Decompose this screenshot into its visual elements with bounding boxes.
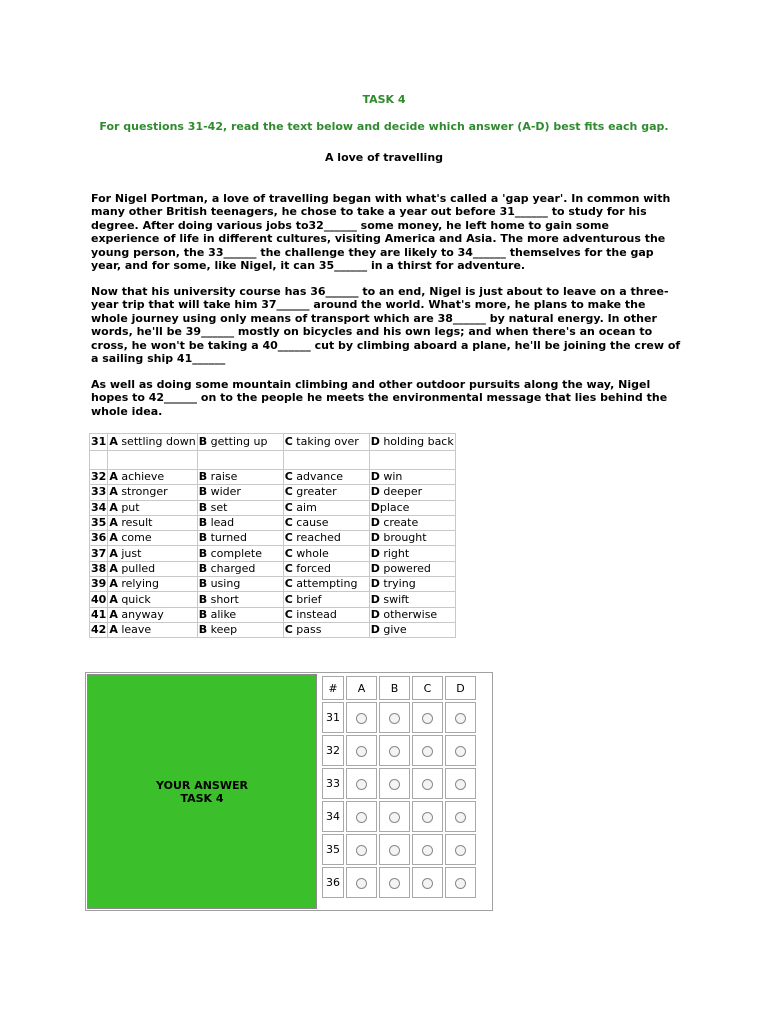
- option-b: [197, 500, 283, 515]
- option-letter: A: [109, 577, 118, 591]
- option-letter: D: [370, 607, 380, 621]
- option-text: taking over: [292, 435, 359, 448]
- task-heading: TASK 4: [362, 93, 406, 106]
- answer-row: [322, 702, 476, 733]
- option-letter: B: [198, 561, 208, 575]
- option-letter: B: [198, 623, 208, 637]
- option-d: [369, 515, 455, 530]
- option-text: place: [379, 500, 410, 514]
- option-text: pulled: [117, 561, 156, 575]
- option-letter: D: [370, 531, 380, 545]
- task-instructions: For questions 31-42, read the text below and decide which answer (A-D) best fits each gap.: [99, 120, 669, 133]
- option-text: keep: [207, 623, 238, 637]
- option-letter: A: [109, 485, 118, 499]
- option-text: stronger: [117, 485, 168, 499]
- option-b: [197, 561, 283, 576]
- option-text: deeper: [379, 485, 423, 499]
- option-a: [108, 531, 197, 546]
- option-a: [108, 485, 197, 500]
- option-text: holding back: [379, 435, 454, 448]
- option-row: [90, 546, 456, 561]
- option-d: [369, 470, 455, 485]
- option-a: [108, 546, 197, 561]
- option-text: aim: [292, 500, 317, 514]
- option-row: [90, 515, 456, 530]
- radio-b[interactable]: [389, 878, 400, 889]
- option-text: relying: [117, 577, 159, 591]
- option-text: advance: [292, 470, 344, 484]
- answer-question-number: 33: [322, 768, 344, 799]
- story-title: A love of travelling: [324, 151, 444, 164]
- answer-cell-d: [445, 801, 476, 832]
- option-letter: A: [109, 531, 118, 545]
- option-question-number: 35: [91, 516, 107, 530]
- option-c: [283, 531, 369, 546]
- option-letter: A: [109, 546, 118, 560]
- option-row: [90, 434, 456, 451]
- option-text: anyway: [117, 607, 164, 621]
- option-d: [369, 577, 455, 592]
- option-letter: A: [109, 607, 118, 621]
- radio-a[interactable]: [356, 746, 367, 757]
- option-text: turned: [207, 531, 247, 545]
- option-letter: B: [198, 500, 208, 514]
- option-text: swift: [379, 592, 410, 606]
- answer-cell-b: [379, 768, 410, 799]
- answer-row: [322, 834, 476, 865]
- radio-a[interactable]: [356, 713, 367, 724]
- option-letter: C: [284, 470, 293, 484]
- answer-cell-b: [379, 801, 410, 832]
- option-text: lead: [207, 516, 235, 530]
- option-letter: D: [370, 546, 380, 560]
- answer-cell-c: [412, 801, 443, 832]
- option-a: [108, 515, 197, 530]
- option-question-number: 34: [91, 500, 107, 514]
- option-c: [283, 470, 369, 485]
- radio-b[interactable]: [389, 746, 400, 757]
- option-text: attempting: [292, 577, 358, 591]
- answer-cell-a: [346, 768, 377, 799]
- option-text: leave: [117, 623, 152, 637]
- answer-cell-d: [445, 735, 476, 766]
- option-text: short: [207, 592, 239, 606]
- option-text: greater: [292, 485, 337, 499]
- option-text: raise: [207, 470, 238, 484]
- option-a: [108, 607, 197, 622]
- option-question-number: 33: [91, 485, 107, 499]
- option-c: [283, 500, 369, 515]
- option-letter: B: [198, 435, 208, 448]
- option-row: [90, 500, 456, 515]
- option-letter: C: [284, 592, 293, 606]
- option-letter: B: [198, 592, 208, 606]
- option-question-number: 38: [91, 561, 107, 575]
- option-text: result: [117, 516, 153, 530]
- answer-grid-header-a: A: [346, 676, 377, 700]
- radio-a[interactable]: [356, 845, 367, 856]
- answer-row: [322, 867, 476, 898]
- passage-paragraph-1: For Nigel Portman, a love of travelling began with what's called a 'gap year'. In common with many other British teenagers, he chose to take a year out before 31______ to study for his degree. After doing various jobs to32______ some money, he left home to gain some experience of life in different cultures, visiting America and Asia. The more adventurous the young person, the 33______ the challenge they are likely to 34______ themselves for the gap year, and for some, like Nigel, it can 35______ in a thirst for adventure.: [91, 192, 671, 273]
- option-text: brief: [292, 592, 322, 606]
- option-c: [283, 485, 369, 500]
- option-letter: A: [109, 623, 118, 637]
- option-letter: B: [198, 531, 208, 545]
- answer-cell-c: [412, 867, 443, 898]
- radio-a[interactable]: [356, 878, 367, 889]
- option-letter: A: [109, 470, 118, 484]
- option-letter: D: [370, 577, 380, 591]
- option-letter: A: [109, 500, 118, 514]
- option-b: [197, 546, 283, 561]
- option-text: pass: [292, 623, 322, 637]
- radio-c[interactable]: [422, 845, 433, 856]
- option-question-number: 36: [91, 531, 107, 545]
- answer-cell-a: [346, 867, 377, 898]
- option-letter: D: [370, 623, 380, 637]
- answer-question-number: 31: [322, 702, 344, 733]
- option-question-number: 41: [91, 607, 107, 621]
- radio-b[interactable]: [389, 713, 400, 724]
- option-row: [90, 577, 456, 592]
- option-a: [108, 577, 197, 592]
- option-letter: B: [198, 470, 208, 484]
- option-letter: B: [198, 516, 208, 530]
- option-text: charged: [207, 561, 256, 575]
- option-text: give: [379, 623, 407, 637]
- option-letter: D: [370, 500, 380, 514]
- option-text: getting up: [207, 435, 268, 448]
- option-letter: A: [109, 435, 118, 448]
- radio-d[interactable]: [455, 812, 466, 823]
- answer-grid: [320, 674, 478, 900]
- option-text: just: [117, 546, 142, 560]
- option-b: [197, 434, 283, 451]
- option-text: trying: [379, 577, 416, 591]
- radio-b[interactable]: [389, 812, 400, 823]
- option-letter: B: [198, 546, 208, 560]
- option-letter: C: [284, 561, 293, 575]
- answer-cell-a: [346, 702, 377, 733]
- answer-panel-label: YOUR ANSWER: [156, 778, 248, 792]
- option-text: cause: [292, 516, 329, 530]
- radio-c[interactable]: [422, 746, 433, 757]
- option-a: [108, 470, 197, 485]
- option-b: [197, 577, 283, 592]
- option-letter: D: [370, 485, 380, 499]
- option-text: quick: [117, 592, 151, 606]
- option-letter: D: [370, 435, 380, 448]
- option-c: [283, 515, 369, 530]
- option-text: powered: [379, 561, 431, 575]
- answer-grid-header-c: C: [412, 676, 443, 700]
- option-text: wider: [207, 485, 241, 499]
- option-c: [283, 434, 369, 451]
- passage-paragraph-2: Now that his university course has 36______ to an end, Nigel is just about to leave on a three-year trip that will take him 37______ around the world. What's more, he plans to make the whole journey using only means of transport which are 38______ by natural energy. In other words, he'll be 39______ mostly on bicycles and his own legs; and when there's an ocean to cross, he won't be taking a 40______ cut by climbing aboard a plane, he'll be joining the crew of a sailing ship 41______: [91, 285, 681, 366]
- answer-cell-d: [445, 702, 476, 733]
- option-a: [108, 500, 197, 515]
- radio-c[interactable]: [422, 779, 433, 790]
- option-b: [197, 607, 283, 622]
- radio-b[interactable]: [389, 845, 400, 856]
- option-letter: C: [284, 516, 293, 530]
- option-letter: C: [284, 485, 293, 499]
- option-text: settling down: [117, 435, 196, 448]
- option-text: set: [207, 500, 228, 514]
- answer-sheet: [85, 672, 493, 911]
- option-a: [108, 622, 197, 637]
- option-letter: D: [370, 470, 380, 484]
- option-question-number: 32: [91, 470, 107, 484]
- option-letter: C: [284, 500, 293, 514]
- option-c: [283, 577, 369, 592]
- option-text: otherwise: [379, 607, 438, 621]
- option-d: [369, 622, 455, 637]
- option-d: [369, 546, 455, 561]
- answer-cell-c: [412, 834, 443, 865]
- answer-panel-task: TASK 4: [180, 791, 224, 805]
- option-b: [197, 470, 283, 485]
- answer-cell-a: [346, 735, 377, 766]
- option-letter: D: [370, 592, 380, 606]
- answer-cell-d: [445, 834, 476, 865]
- radio-d[interactable]: [455, 878, 466, 889]
- empty-cell: [108, 451, 197, 470]
- option-letter: C: [284, 607, 293, 621]
- option-text: create: [379, 516, 419, 530]
- option-letter: C: [284, 546, 293, 560]
- option-row: [90, 622, 456, 637]
- option-b: [197, 622, 283, 637]
- option-c: [283, 607, 369, 622]
- answer-cell-b: [379, 735, 410, 766]
- option-letter: A: [109, 592, 118, 606]
- option-letter: D: [370, 561, 380, 575]
- answer-cell-b: [379, 702, 410, 733]
- radio-a[interactable]: [356, 812, 367, 823]
- option-row: [90, 592, 456, 607]
- option-a: [108, 592, 197, 607]
- answer-cell-a: [346, 834, 377, 865]
- empty-cell: [283, 451, 369, 470]
- option-letter: B: [198, 577, 208, 591]
- option-letter: A: [109, 516, 118, 530]
- option-c: [283, 592, 369, 607]
- option-text: come: [117, 531, 152, 545]
- empty-cell: [90, 451, 108, 470]
- option-text: reached: [292, 531, 341, 545]
- radio-d[interactable]: [455, 779, 466, 790]
- option-text: instead: [292, 607, 337, 621]
- option-d: [369, 531, 455, 546]
- option-text: achieve: [117, 470, 165, 484]
- option-row: [90, 607, 456, 622]
- radio-d[interactable]: [455, 713, 466, 724]
- option-text: right: [379, 546, 410, 560]
- option-a: [108, 561, 197, 576]
- radio-d[interactable]: [455, 746, 466, 757]
- option-question-number: 42: [91, 623, 107, 637]
- answer-question-number: 32: [322, 735, 344, 766]
- option-b: [197, 515, 283, 530]
- answer-grid-header-b: B: [379, 676, 410, 700]
- answer-question-number: 35: [322, 834, 344, 865]
- answer-cell-c: [412, 768, 443, 799]
- answer-cell-b: [379, 867, 410, 898]
- option-question-number: 39: [91, 577, 107, 591]
- option-question-number: 40: [91, 592, 107, 606]
- options-table: [89, 433, 456, 638]
- answer-cell-a: [346, 801, 377, 832]
- option-letter: C: [284, 531, 293, 545]
- option-letter: C: [284, 623, 293, 637]
- option-letter: A: [109, 561, 118, 575]
- answer-cell-c: [412, 702, 443, 733]
- answer-cell-d: [445, 768, 476, 799]
- option-letter: B: [198, 485, 208, 499]
- option-spacer-row: [90, 451, 456, 470]
- option-letter: D: [370, 516, 380, 530]
- option-c: [283, 546, 369, 561]
- answer-grid-header-number: #: [322, 676, 344, 700]
- option-text: whole: [292, 546, 329, 560]
- option-c: [283, 561, 369, 576]
- answer-cell-c: [412, 735, 443, 766]
- option-text: win: [379, 470, 403, 484]
- option-row: [90, 470, 456, 485]
- answer-grid-header-d: D: [445, 676, 476, 700]
- option-text: alike: [207, 607, 237, 621]
- option-d: [369, 434, 455, 451]
- radio-d[interactable]: [455, 845, 466, 856]
- answer-question-number: 34: [322, 801, 344, 832]
- radio-c[interactable]: [422, 713, 433, 724]
- empty-cell: [369, 451, 455, 470]
- option-b: [197, 592, 283, 607]
- option-letter: B: [198, 607, 208, 621]
- radio-c[interactable]: [422, 812, 433, 823]
- option-text: using: [207, 577, 241, 591]
- answer-cell-b: [379, 834, 410, 865]
- answer-row: [322, 768, 476, 799]
- passage-paragraph-3: As well as doing some mountain climbing and other outdoor pursuits along the way, Nigel hopes to 42______ on to the people he meets the environmental message that lies behind the whole idea.: [91, 378, 668, 418]
- option-question-number: 37: [91, 546, 107, 560]
- option-question-number: 31: [90, 434, 108, 451]
- answer-question-number: 36: [322, 867, 344, 898]
- answer-panel: [87, 674, 317, 909]
- option-b: [197, 485, 283, 500]
- option-row: [90, 561, 456, 576]
- option-b: [197, 531, 283, 546]
- option-text: put: [117, 500, 140, 514]
- radio-b[interactable]: [389, 779, 400, 790]
- answer-row: [322, 735, 476, 766]
- option-d: [369, 500, 455, 515]
- option-a: [108, 434, 197, 451]
- option-d: [369, 592, 455, 607]
- option-text: brought: [379, 531, 427, 545]
- radio-a[interactable]: [356, 779, 367, 790]
- option-d: [369, 485, 455, 500]
- option-row: [90, 531, 456, 546]
- option-row: [90, 485, 456, 500]
- option-text: forced: [292, 561, 331, 575]
- answer-cell-d: [445, 867, 476, 898]
- option-d: [369, 607, 455, 622]
- option-c: [283, 622, 369, 637]
- option-text: complete: [207, 546, 262, 560]
- empty-cell: [197, 451, 283, 470]
- answer-row: [322, 801, 476, 832]
- radio-c[interactable]: [422, 878, 433, 889]
- option-letter: C: [284, 435, 293, 448]
- option-d: [369, 561, 455, 576]
- option-letter: C: [284, 577, 293, 591]
